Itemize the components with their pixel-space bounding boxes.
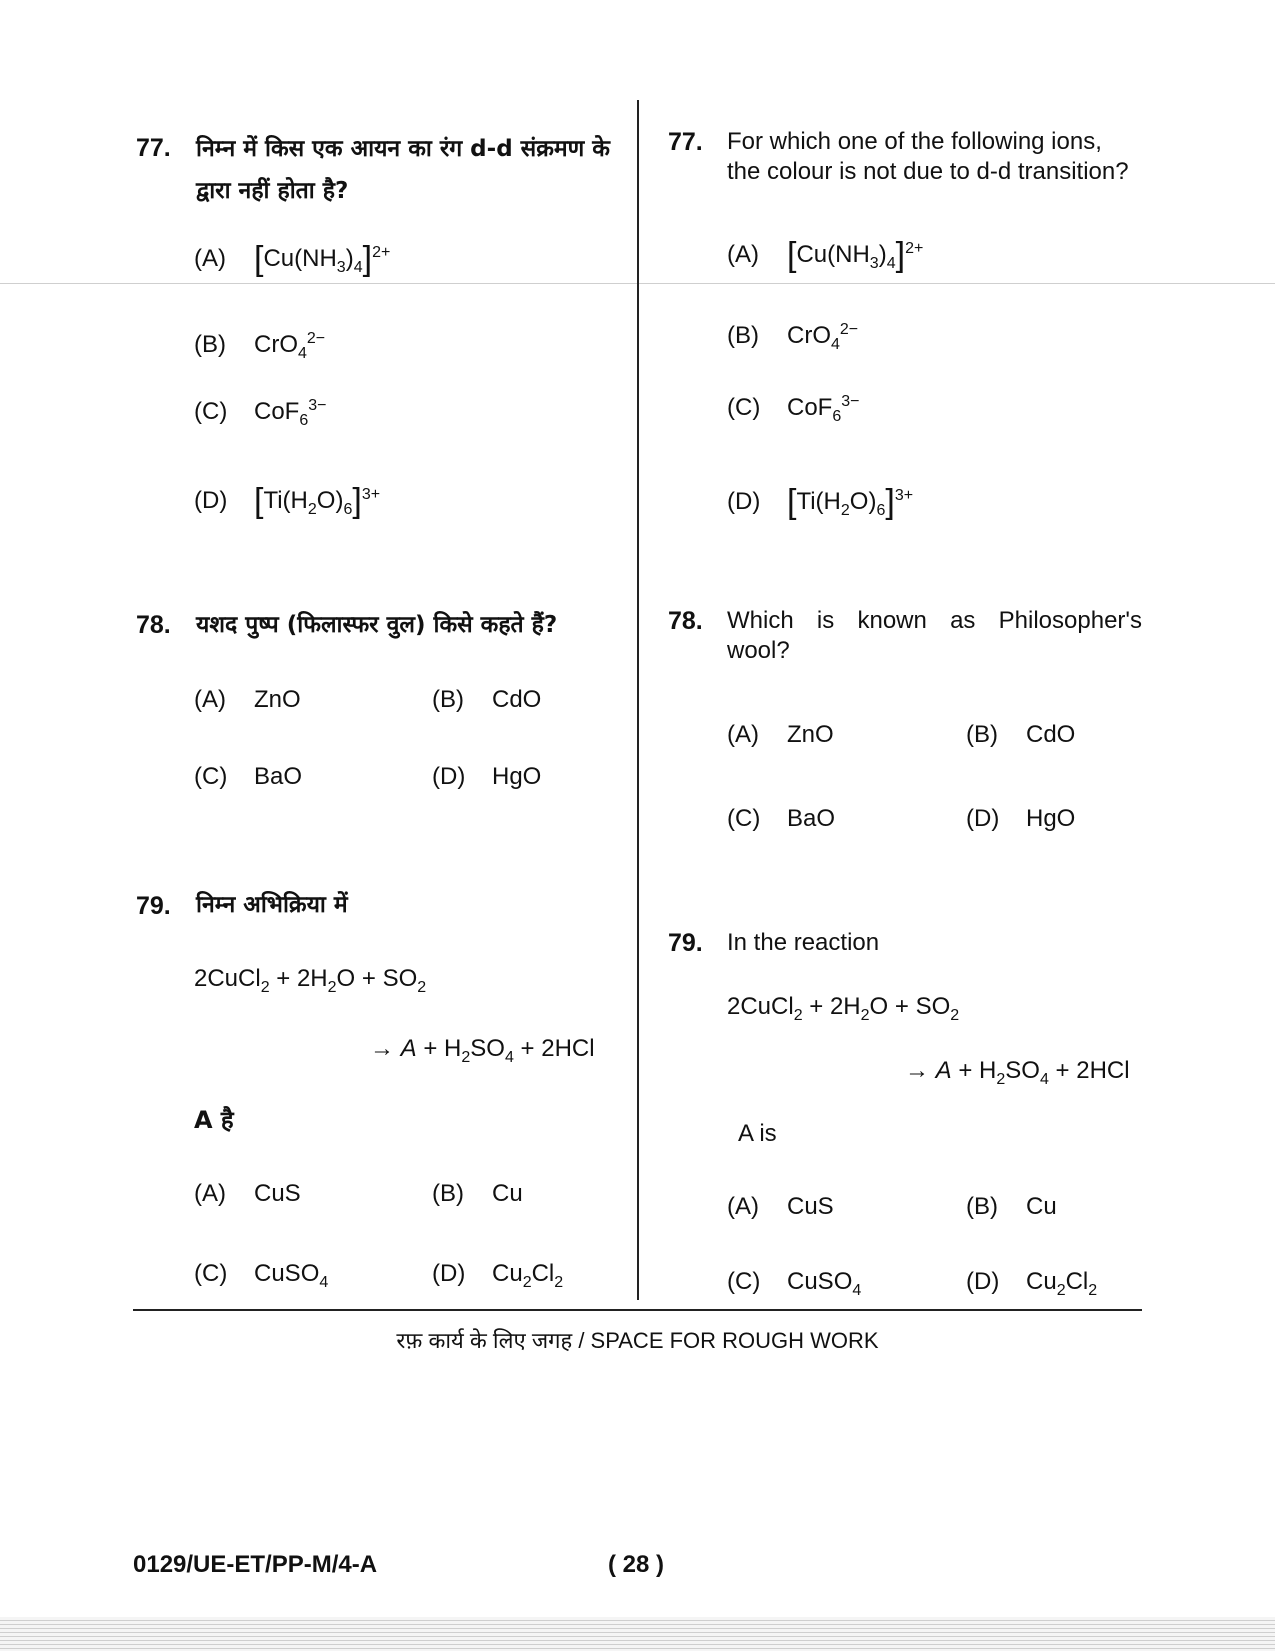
option-label: (A) (727, 721, 759, 748)
footer-rule (133, 1309, 1142, 1311)
bottom-scan-band (0, 1617, 1275, 1651)
option-label: (C) (194, 763, 228, 790)
option-b (432, 686, 541, 714)
option-label: (D) (966, 805, 1000, 832)
option-label: (D) (966, 1268, 1000, 1295)
formula: $Cu_2Cl_2$ (492, 1260, 564, 1291)
question-number: 79. (668, 929, 703, 957)
option-label: (A) (194, 1180, 226, 1207)
option-value: Cu (492, 1180, 523, 1207)
option-label: (D) (432, 1260, 466, 1287)
option-d (194, 482, 380, 521)
option-label: (A) (727, 241, 759, 268)
formula: $[Ti(H_2O)_6]^{3+}$ (787, 483, 914, 521)
option-d (432, 1260, 563, 1292)
formula: $[Cu(NH_3)_4]^{2+}$ (254, 240, 391, 278)
reaction-products: → $A + H_2SO_4 + 2HCl$ (905, 1057, 1130, 1088)
question-number: 77. (136, 134, 171, 162)
answer-label: A है (194, 1106, 234, 1134)
option-value: ZnO (787, 721, 834, 748)
formula: CuSO$_4$ (254, 1260, 329, 1291)
option-a (727, 721, 834, 749)
option-c (194, 397, 327, 430)
option-b (432, 1180, 523, 1208)
reaction-products: → $A + H_2SO_4 + 2HCl$ (370, 1035, 595, 1066)
reaction-reactants: 2CuCl$_2$ + $2H_2O + SO_2$ (727, 993, 960, 1024)
option-a (194, 240, 390, 279)
option-a (727, 236, 923, 275)
column-divider (637, 100, 639, 1300)
option-label: (A) (194, 245, 226, 272)
option-d (432, 763, 541, 791)
option-value: CuS (254, 1180, 301, 1207)
option-value: BaO (787, 805, 836, 832)
option-label: (D) (194, 487, 228, 514)
option-c (727, 805, 835, 833)
option-value: CuS (787, 1193, 834, 1220)
option-label: (B) (194, 331, 226, 358)
option-a (194, 686, 301, 714)
formula: $[Ti(H_2O)_6]^{3+}$ (254, 482, 381, 520)
option-c (194, 763, 302, 791)
option-label: (A) (194, 686, 226, 713)
option-label: (C) (727, 805, 761, 832)
rough-work-label: रफ़ कार्य के लिए जगह / SPACE FOR ROUGH WORK (396, 1328, 879, 1353)
page-number: ( 28 ) (608, 1551, 665, 1578)
question-text-line-2: wool? (727, 637, 790, 664)
answer-label (738, 1120, 777, 1148)
option-d (966, 1268, 1097, 1300)
option-d (966, 805, 1075, 833)
option-label: (D) (727, 488, 761, 515)
option-b (194, 330, 325, 363)
option-d (727, 483, 913, 522)
option-label: (C) (727, 1268, 761, 1295)
option-value: HgO (1026, 805, 1076, 832)
question-text-line-2: the colour is not due to d-d transition? (727, 158, 1129, 185)
option-value: HgO (492, 763, 542, 790)
question-text: निम्न अभिक्रिया में (196, 892, 348, 918)
option-c (727, 1268, 861, 1300)
option-label: (C) (727, 394, 761, 421)
option-value: BaO (254, 763, 303, 790)
option-label: (B) (432, 1180, 464, 1207)
formula: CrO$_4^{2-}$ (254, 330, 326, 362)
option-label: (B) (966, 721, 998, 748)
paper-code: 0129/UE-ET/PP-M/4-A (133, 1551, 378, 1578)
question-text: यशद पुष्प (फिलास्फर वुल) किसे कहते हैं? (196, 612, 558, 638)
option-c (727, 393, 860, 426)
option-a (194, 1180, 301, 1208)
formula: $Cu_2Cl_2$ (1026, 1268, 1098, 1299)
option-label: (B) (432, 686, 464, 713)
option-b (727, 321, 858, 354)
option-value: CdO (492, 686, 542, 713)
formula: $[Cu(NH_3)_4]^{2+}$ (787, 236, 924, 274)
answer-label-text: A is (738, 1120, 777, 1147)
option-value: ZnO (254, 686, 301, 713)
option-a (727, 1193, 834, 1221)
question-number: 78. (136, 611, 171, 639)
option-b (966, 1193, 1057, 1221)
option-b (966, 721, 1075, 749)
formula: CuSO$_4$ (787, 1268, 862, 1299)
question-text: निम्न में किस एक आयन का रंग d-d संक्रमण के द्वारा नहीं होता है? (196, 136, 610, 204)
formula: CoF$_6^{3-}$ (787, 393, 860, 425)
option-label: (C) (194, 398, 228, 425)
option-label: (B) (727, 322, 759, 349)
question-text-line-1: For which one of the following ions, (727, 128, 1102, 155)
question-text: In the reaction (727, 929, 880, 956)
option-c (194, 1260, 328, 1292)
option-label: (D) (432, 763, 466, 790)
formula: CoF$_6^{3-}$ (254, 397, 327, 429)
option-value: Cu (1026, 1193, 1057, 1220)
formula: CrO$_4^{2-}$ (787, 321, 859, 353)
option-label: (A) (727, 1193, 759, 1220)
question-text-line-1: Which is known as Philosopher's (727, 607, 1142, 634)
option-value: CdO (1026, 721, 1076, 748)
question-number: 77. (668, 128, 703, 156)
question-number: 79. (136, 892, 171, 920)
question-number: 78. (668, 607, 703, 635)
option-label: (B) (966, 1193, 998, 1220)
reaction-reactants: 2CuCl$_2$ + $2H_2O + SO_2$ (194, 965, 427, 996)
option-label: (C) (194, 1260, 228, 1287)
